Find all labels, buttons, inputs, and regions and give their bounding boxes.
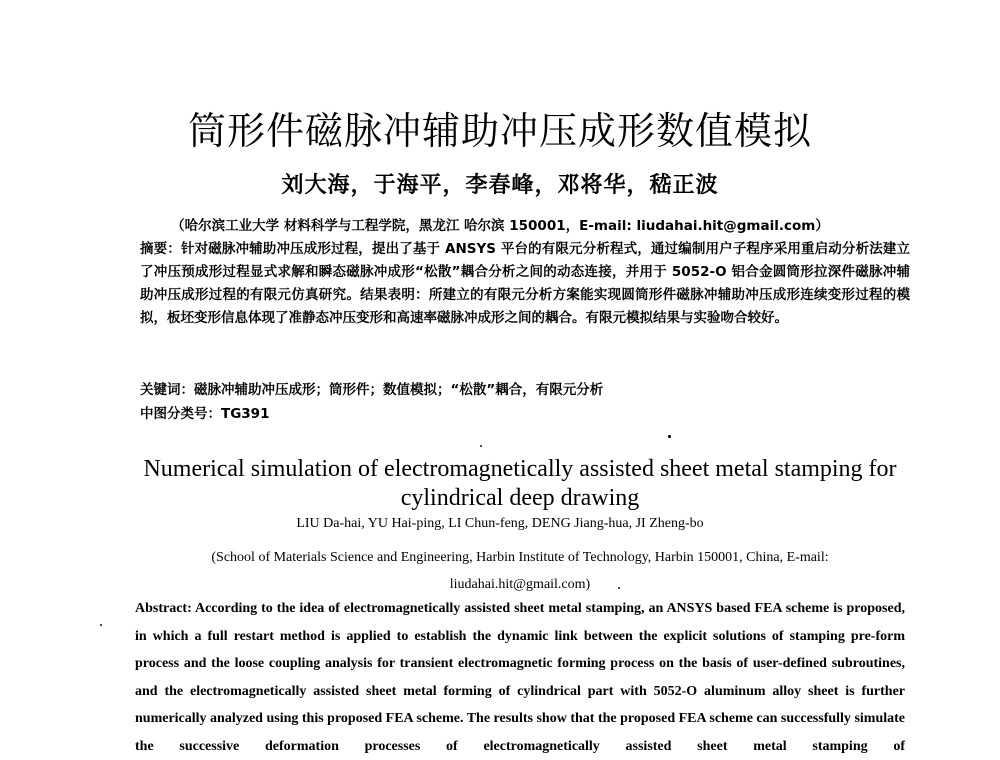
scan-speck: [668, 435, 671, 438]
chinese-classification: [140, 402, 910, 422]
english-abstract: [135, 595, 905, 760]
english-title: Numerical simulation of electromagnetically assisted sheet metal stamping for cylindrical deep drawing: [143, 456, 897, 511]
chinese-abstract: [140, 238, 910, 330]
english-authors: LIU Da-hai, YU Hai-ping, LI Chun-feng, DENG Jiang-hua, JI Zheng-bo: [296, 516, 704, 531]
chinese-keywords-label: 关键词：: [140, 382, 194, 398]
chinese-abstract-label: 摘要：: [140, 241, 181, 257]
scan-speck: [480, 445, 482, 447]
chinese-keywords: [140, 378, 910, 398]
chinese-title: 筒形件磁脉冲辅助冲压成形数值模拟: [187, 109, 812, 153]
chinese-abstract-text: 针对磁脉冲辅助冲压成形过程，提出了基于 ANSYS 平台的有限元分析程式，通过编制用户子程序采用重启动分析法建立了冲压预成形过程显式求解和瞬态磁脉冲成形“松散”耦合分析之间的动态连接，并用于 5052-O 铝合金圆筒形拉深件磁脉冲辅助冲压成形过程的有限元仿真研究。结果表明：所建立的有限元分析方案能实现圆筒形件磁脉冲辅助冲压成形连续变形过程的模拟，板坯变形信息体现了准静态冲压变形和高速率磁脉冲成形之间的耦合。有限元模拟结果与实验吻合较好。: [140, 241, 910, 326]
scan-speck: [100, 624, 102, 626]
chinese-keywords-text: 磁脉冲辅助冲压成形；筒形件；数值模拟；“松散”耦合，有限元分析: [194, 382, 604, 398]
english-abstract-text: According to the idea of electromagnetically assisted sheet metal stamping, an ANSYS based FEA scheme is proposed, in which a full restart method is applied to establish the dynamic link between the explicit solutions of stamping pre-form process and the loose coupling analysis for transient electromagnetic forming process on the basis of user-defined subroutines, and the electromagnetically assisted sheet metal forming of cylindrical part with 5052-O aluminum alloy sheet is further numerically analyzed using this proposed FEA scheme. The results show that the proposed FEA scheme can successfully simulate the successive deformation processes of electromagnetically assisted sheet metal stamping of: [135, 601, 905, 754]
english-abstract-label: Abstract:: [135, 601, 192, 616]
chinese-authors: 刘大海，于海平，李春峰，邓将华，嵇正波: [281, 172, 719, 198]
scan-speck: [618, 587, 620, 589]
english-affiliation: (School of Materials Science and Engineering, Harbin Institute of Technology, Harbin 150001, China, E-mail: liudahai.hit@gmail.com): [211, 550, 829, 592]
chinese-classification-label: 中图分类号：: [140, 406, 221, 422]
chinese-affiliation: （哈尔滨工业大学 材料科学与工程学院，黑龙江 哈尔滨 150001，E-mail: liudahai.hit@gmail.com）: [171, 218, 829, 234]
chinese-classification-text: TG391: [221, 406, 270, 422]
